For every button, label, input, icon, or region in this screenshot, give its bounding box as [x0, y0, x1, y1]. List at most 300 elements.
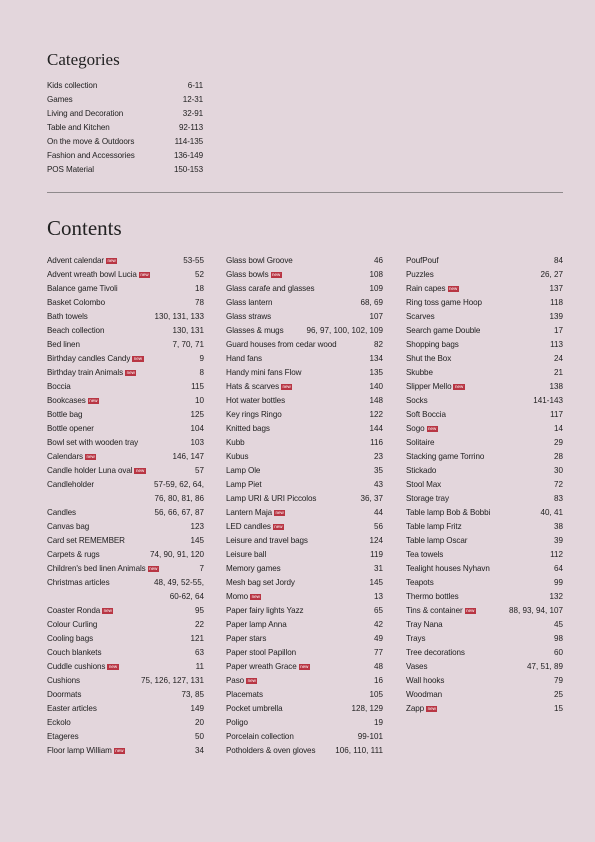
index-entry-label: Paper stars: [226, 634, 267, 643]
index-entry[interactable]: [226, 310, 383, 324]
index-entry[interactable]: [406, 394, 563, 408]
index-entry[interactable]: [226, 604, 383, 618]
index-entry-pages: 44: [373, 508, 383, 517]
index-entry[interactable]: [226, 716, 383, 730]
index-entry-label: Trays: [406, 634, 426, 643]
index-entry-label-wrap: [47, 338, 80, 352]
index-entry-label: Cushions: [47, 676, 80, 685]
index-entry-pages: 88, 93, 94, 107: [508, 606, 563, 615]
index-entry[interactable]: [406, 408, 563, 422]
index-entry-label-wrap: [406, 702, 437, 716]
index-entry[interactable]: [406, 646, 563, 660]
index-entry-pages: 122: [369, 410, 383, 419]
category-label: Table and Kitchen: [47, 123, 110, 132]
index-entry[interactable]: [226, 464, 383, 478]
index-entry-pages: 77: [373, 648, 383, 657]
category-pages: 92-113: [178, 123, 203, 132]
index-entry[interactable]: [47, 324, 204, 338]
index-entry-label: Glass carafe and glasses: [226, 284, 315, 293]
index-entry-label-wrap: [47, 604, 113, 618]
index-entry[interactable]: [47, 674, 204, 688]
index-entry[interactable]: [47, 618, 204, 632]
new-badge: new: [449, 286, 458, 291]
index-entry-pages: 124: [369, 536, 383, 545]
index-entry[interactable]: [406, 492, 563, 506]
index-entry[interactable]: [406, 618, 563, 632]
category-row[interactable]: [47, 135, 203, 149]
index-entry-label: Birthday train Animals: [47, 368, 124, 377]
index-entry[interactable]: [226, 590, 383, 604]
index-entry-pages: 116: [370, 438, 383, 447]
index-entry-pages: 73, 85: [181, 690, 204, 699]
index-entry-label-wrap: [226, 604, 303, 618]
index-entry-label: Candle holder Luna oval: [47, 466, 133, 475]
index-entry[interactable]: [406, 422, 563, 436]
index-entry[interactable]: [47, 632, 204, 646]
index-entry-label: Knitted bags: [226, 424, 270, 433]
index-entry-label-wrap: [47, 436, 138, 450]
index-entry[interactable]: [47, 688, 204, 702]
index-entry[interactable]: [226, 534, 383, 548]
index-entry-label: Balance game Tivoli: [47, 284, 118, 293]
index-entry-label: Stickado: [406, 466, 437, 475]
index-entry-label: Beach collection: [47, 326, 105, 335]
index-entry-pages: 115: [191, 382, 204, 391]
index-entry-pages: 48, 49, 52-55,: [154, 578, 204, 587]
index-entry-label-wrap: [47, 380, 71, 394]
index-entry[interactable]: [406, 576, 563, 590]
index-entry-label-wrap: [406, 604, 476, 618]
index-entry[interactable]: [406, 338, 563, 352]
index-entry-label: Mesh bag set Jordy: [226, 578, 295, 587]
categories-title: Categories: [47, 50, 120, 69]
index-entry-pages: 36, 37: [360, 494, 383, 503]
index-entry[interactable]: [47, 352, 204, 366]
index-entry[interactable]: [47, 254, 204, 268]
index-entry[interactable]: [406, 282, 563, 296]
index-entry-pages: 130, 131, 133: [154, 312, 204, 321]
index-entry-label-wrap: [406, 422, 438, 436]
index-entry-label: Tea towels: [406, 550, 444, 559]
index-entry[interactable]: [406, 674, 563, 688]
index-entry-label: Slipper Mello: [406, 382, 452, 391]
new-badge: new: [107, 258, 116, 263]
index-entry[interactable]: [47, 268, 204, 282]
new-badge: new: [89, 398, 98, 403]
index-entry[interactable]: [226, 352, 383, 366]
index-entry-pages: 31: [373, 564, 383, 573]
index-entry-pages: 56: [373, 522, 383, 531]
index-entry-label-wrap: [47, 422, 94, 436]
index-entry-label: Glasses & mugs: [226, 326, 284, 335]
index-entry-label-wrap: [226, 324, 284, 338]
index-entry[interactable]: [226, 520, 383, 534]
index-entry-label-wrap: [226, 576, 295, 590]
index-entry-pages: 7, 70, 71: [172, 340, 204, 349]
index-entry-label-wrap: [406, 548, 443, 562]
index-entry[interactable]: [226, 492, 383, 506]
index-entry-label: Hats & scarves: [226, 382, 280, 391]
index-entry-label-wrap: [47, 282, 118, 296]
index-entry-pages: 34: [194, 746, 204, 755]
index-entry-label: Lamp Ole: [226, 466, 261, 475]
index-entry-pages: 98: [553, 634, 563, 643]
index-entry-pages: 144: [369, 424, 383, 433]
index-entry[interactable]: [47, 548, 204, 562]
index-entry[interactable]: [226, 380, 383, 394]
index-entry-label: Hand fans: [226, 354, 262, 363]
index-entry-pages: 74, 90, 91, 120: [149, 550, 204, 559]
index-entry-label-wrap: [406, 478, 441, 492]
index-entry[interactable]: [226, 646, 383, 660]
index-entry-pages: 107: [369, 312, 383, 321]
index-entry[interactable]: [226, 632, 383, 646]
index-entry-label: Card set REMEMBER: [47, 536, 125, 545]
index-entry-label: Candles: [47, 508, 76, 517]
index-entry-pages: 57: [194, 466, 204, 475]
index-entry-pages: 11: [195, 662, 204, 671]
index-entry[interactable]: [47, 380, 204, 394]
index-entry-label-wrap: [47, 464, 146, 478]
new-badge: new: [103, 608, 112, 613]
index-entry[interactable]: [47, 702, 204, 716]
index-entry-label-wrap: [406, 296, 482, 310]
index-entry[interactable]: [406, 296, 563, 310]
index-entry[interactable]: [406, 506, 563, 520]
index-entry-pages: 104: [190, 424, 204, 433]
index-entry[interactable]: [47, 730, 204, 744]
index-entry-pages: 135: [369, 368, 383, 377]
index-entry[interactable]: [47, 338, 204, 352]
index-entry[interactable]: [226, 394, 383, 408]
index-entry[interactable]: [226, 324, 383, 338]
index-entry-label-wrap: [47, 576, 110, 590]
index-entry-label-wrap: [406, 310, 435, 324]
index-entry-pages: 16: [373, 676, 383, 685]
category-row[interactable]: [47, 93, 203, 107]
index-entry-pages: 42: [373, 620, 383, 629]
index-entry-label: Teapots: [406, 578, 434, 587]
index-entry[interactable]: [47, 534, 204, 548]
index-entry-label: Sogo: [406, 424, 425, 433]
index-entry-label-wrap: [226, 464, 260, 478]
new-badge: new: [135, 468, 145, 473]
index-entry[interactable]: [406, 366, 563, 380]
index-entry[interactable]: [226, 282, 383, 296]
index-entry-pages: 65: [373, 606, 383, 615]
index-entry[interactable]: [226, 562, 383, 576]
index-entry-label: Coaster Ronda: [47, 606, 101, 615]
index-entry-label-wrap: [406, 352, 451, 366]
index-entry[interactable]: [406, 604, 563, 618]
index-entry-label: Leisure ball: [226, 550, 267, 559]
index-entry-label: Candleholder: [47, 480, 94, 489]
index-entry-label-wrap: [47, 688, 81, 702]
index-entry-pages: 23: [373, 452, 383, 461]
index-entry-label-wrap: [226, 282, 314, 296]
index-entry[interactable]: [406, 268, 563, 282]
index-entry-pages: 25: [553, 690, 563, 699]
category-pages: 32-91: [182, 109, 203, 118]
index-entry-label: Stacking game Torrino: [406, 452, 485, 461]
index-entry[interactable]: [406, 534, 563, 548]
index-entry-pages: 68, 69: [360, 298, 383, 307]
index-entry[interactable]: [226, 506, 383, 520]
index-entry[interactable]: [406, 548, 563, 562]
index-entry[interactable]: [226, 436, 383, 450]
index-entry[interactable]: [226, 548, 383, 562]
index-entry-label: Tins & container: [406, 606, 463, 615]
index-entry-pages: 108: [369, 270, 383, 279]
index-entry-label-wrap: [226, 744, 315, 758]
index-entry[interactable]: [226, 254, 383, 268]
index-entry-label: Paper wreath Grace: [226, 662, 297, 671]
index-entry-pages: 103: [190, 438, 204, 447]
index-entry[interactable]: [406, 590, 563, 604]
index-entry-label-wrap: [47, 730, 79, 744]
index-entry[interactable]: [406, 464, 563, 478]
new-badge: new: [454, 384, 464, 389]
index-entry-label-wrap: [406, 324, 480, 338]
category-label: POS Material: [47, 165, 94, 174]
index-entry-label: Kubb: [226, 438, 245, 447]
index-entry[interactable]: [47, 394, 204, 408]
index-entry[interactable]: [406, 632, 563, 646]
index-entry-pages: 121: [190, 634, 204, 643]
index-entry[interactable]: [47, 660, 204, 674]
index-entry-label: Bowl set with wooden tray: [47, 438, 139, 447]
index-entry-pages: 29: [553, 438, 563, 447]
index-entry[interactable]: [47, 310, 204, 324]
index-entry-label: Bookcases: [47, 396, 86, 405]
category-row[interactable]: [47, 107, 203, 121]
index-entry[interactable]: [226, 268, 383, 282]
index-entry-label-wrap: [406, 590, 459, 604]
index-entry-label: Etageres: [47, 732, 79, 741]
index-entry-pages: 45: [553, 620, 563, 629]
index-entry[interactable]: [226, 366, 383, 380]
index-entry-label-wrap: [226, 436, 245, 450]
contents-column-2: [226, 254, 383, 758]
index-entry-label: Socks: [406, 396, 428, 405]
index-entry[interactable]: [47, 478, 204, 506]
index-entry-label: Doormats: [47, 690, 82, 699]
index-entry-label: Canvas bag: [47, 522, 90, 531]
index-entry-label: PoufPouf: [406, 256, 439, 265]
index-entry-pages: 113: [550, 340, 563, 349]
index-entry[interactable]: [226, 408, 383, 422]
index-entry[interactable]: [47, 422, 204, 436]
index-entry-label: Tray Nana: [406, 620, 443, 629]
index-entry[interactable]: [406, 660, 563, 674]
index-entry-label-wrap: [226, 352, 262, 366]
index-entry-label: Skubbe: [406, 368, 433, 377]
index-entry-pages: 48: [373, 662, 383, 671]
index-entry-label: Bottle opener: [47, 424, 94, 433]
index-entry[interactable]: [47, 576, 204, 604]
index-entry-label: Wall hooks: [406, 676, 445, 685]
index-entry-label: Paper fairy lights Yazz: [226, 606, 304, 615]
index-entry[interactable]: [47, 408, 204, 422]
index-entry-label-wrap: [47, 478, 94, 492]
index-entry-label-wrap: [226, 562, 281, 576]
index-entry[interactable]: [406, 702, 563, 716]
index-entry[interactable]: [226, 450, 383, 464]
index-entry-label-wrap: [226, 254, 293, 268]
index-entry-label-wrap: [226, 646, 296, 660]
index-entry-label: Cooling bags: [47, 634, 94, 643]
index-entry[interactable]: [226, 576, 383, 590]
index-entry-label: LED candles: [226, 522, 271, 531]
index-entry-label-wrap: [226, 492, 316, 506]
index-entry[interactable]: [47, 296, 204, 310]
index-entry-label: Calendars: [47, 452, 83, 461]
index-entry-label-wrap: [406, 646, 465, 660]
index-entry-pages: 43: [373, 480, 383, 489]
index-entry-label-wrap: [406, 338, 459, 352]
index-entry-pages: 96, 97, 100, 102, 109: [306, 326, 383, 335]
index-entry-label: Porcelain collection: [226, 732, 294, 741]
index-entry-label: Thermo bottles: [406, 592, 459, 601]
index-entry-label: Advent wreath bowl Lucia: [47, 270, 137, 279]
index-entry[interactable]: [226, 744, 383, 758]
index-entry-pages: 99: [553, 578, 563, 587]
index-entry[interactable]: [406, 352, 563, 366]
index-entry-label-wrap: [47, 660, 119, 674]
index-entry-label-wrap: [226, 450, 248, 464]
index-entry-label-wrap: [406, 254, 439, 268]
index-entry-pages: 13: [373, 592, 383, 601]
index-entry[interactable]: [406, 562, 563, 576]
index-entry[interactable]: [406, 380, 563, 394]
index-entry-label-wrap: [226, 660, 310, 674]
index-entry-label-wrap: [47, 632, 93, 646]
new-badge: new: [149, 566, 158, 571]
category-row[interactable]: [47, 163, 203, 177]
index-entry[interactable]: [226, 618, 383, 632]
index-entry[interactable]: [47, 282, 204, 296]
index-entry[interactable]: [226, 478, 383, 492]
category-row[interactable]: [47, 149, 203, 163]
index-entry[interactable]: [406, 450, 563, 464]
index-entry-label-wrap: [226, 366, 301, 380]
index-entry-pages: 78: [194, 298, 204, 307]
index-entry[interactable]: [406, 436, 563, 450]
index-entry-label-wrap: [226, 380, 292, 394]
index-entry[interactable]: [226, 296, 383, 310]
index-entry-pages: 10: [194, 396, 204, 405]
index-entry[interactable]: [406, 478, 563, 492]
index-entry-label: Memory games: [226, 564, 281, 573]
index-entry-label-wrap: [47, 268, 150, 282]
new-badge: new: [282, 384, 291, 389]
index-entry[interactable]: [406, 254, 563, 268]
index-entry-pages: 82: [373, 340, 383, 349]
index-entry-label-wrap: [47, 548, 100, 562]
index-entry-label: Paper stool Papillon: [226, 648, 296, 657]
index-entry[interactable]: [47, 450, 204, 464]
index-entry[interactable]: [226, 730, 383, 744]
index-entry-pages: 141-143: [533, 396, 563, 405]
index-entry-label: Shopping bags: [406, 340, 459, 349]
index-entry-label-wrap: [406, 506, 490, 520]
index-entry-label-wrap: [47, 408, 82, 422]
index-entry-pages: 134: [369, 354, 383, 363]
index-entry-pages: 95: [194, 606, 204, 615]
index-entry-label-wrap: [406, 618, 443, 632]
index-entry-pages: 109: [369, 284, 383, 293]
categories-list: [47, 79, 203, 177]
index-entry[interactable]: [406, 310, 563, 324]
index-entry[interactable]: [47, 520, 204, 534]
index-entry-label-wrap: [47, 254, 117, 268]
category-row[interactable]: [47, 121, 203, 135]
index-entry-pages: 14: [553, 424, 563, 433]
index-entry-label: Easter articles: [47, 704, 97, 713]
index-entry[interactable]: [226, 338, 383, 352]
category-row[interactable]: [47, 79, 203, 93]
index-entry[interactable]: [47, 604, 204, 618]
index-entry-label: Bath towels: [47, 312, 88, 321]
index-entry[interactable]: [47, 744, 204, 758]
index-entry-label: Shut the Box: [406, 354, 452, 363]
index-entry[interactable]: [226, 702, 383, 716]
index-entry-label-wrap: [47, 352, 144, 366]
index-entry-label-wrap: [226, 730, 294, 744]
index-entry[interactable]: [226, 674, 383, 688]
index-entry-label: Search game Double: [406, 326, 481, 335]
index-entry[interactable]: [406, 520, 563, 534]
index-entry-pages: 19: [373, 718, 383, 727]
index-entry-pages: 53-55: [183, 256, 204, 265]
index-entry[interactable]: [406, 688, 563, 702]
index-entry[interactable]: [47, 464, 204, 478]
index-entry-pages: 119: [370, 550, 383, 559]
index-entry-pages: 15: [553, 704, 563, 713]
index-entry-pages: 128, 129: [351, 704, 383, 713]
index-entry[interactable]: [226, 422, 383, 436]
index-entry[interactable]: [47, 436, 204, 450]
index-entry[interactable]: [47, 366, 204, 380]
index-entry[interactable]: [226, 660, 383, 674]
index-entry-label: Table lamp Bob & Bobbi: [406, 508, 491, 517]
index-entry-label: Glass bowl Groove: [226, 256, 293, 265]
index-entry[interactable]: [47, 506, 204, 520]
index-entry-label: Poligo: [226, 718, 248, 727]
index-entry-pages: 30: [553, 466, 563, 475]
new-badge: new: [300, 664, 309, 669]
new-badge: new: [86, 454, 95, 459]
index-entry-pages: 137: [549, 284, 563, 293]
index-entry-label-wrap: [47, 366, 136, 380]
index-entry-pages: 84: [553, 256, 563, 265]
index-entry-label: Puzzles: [406, 270, 434, 279]
index-entry-label-wrap: [226, 702, 283, 716]
new-badge: new: [272, 272, 281, 277]
index-entry-label: Eckolo: [47, 718, 71, 727]
index-entry[interactable]: [47, 716, 204, 730]
index-entry-pages: 20: [194, 718, 204, 727]
index-entry-label-wrap: [226, 408, 282, 422]
index-entry[interactable]: [406, 324, 563, 338]
index-entry-label-wrap: [47, 506, 76, 520]
index-entry-pages-continued: 76, 80, 81, 86: [154, 494, 204, 503]
index-entry[interactable]: [47, 646, 204, 660]
index-entry[interactable]: [226, 688, 383, 702]
index-entry[interactable]: [47, 562, 204, 576]
index-entry-label: Carpets & rugs: [47, 550, 100, 559]
index-entry-label: Lantern Maja: [226, 508, 273, 517]
